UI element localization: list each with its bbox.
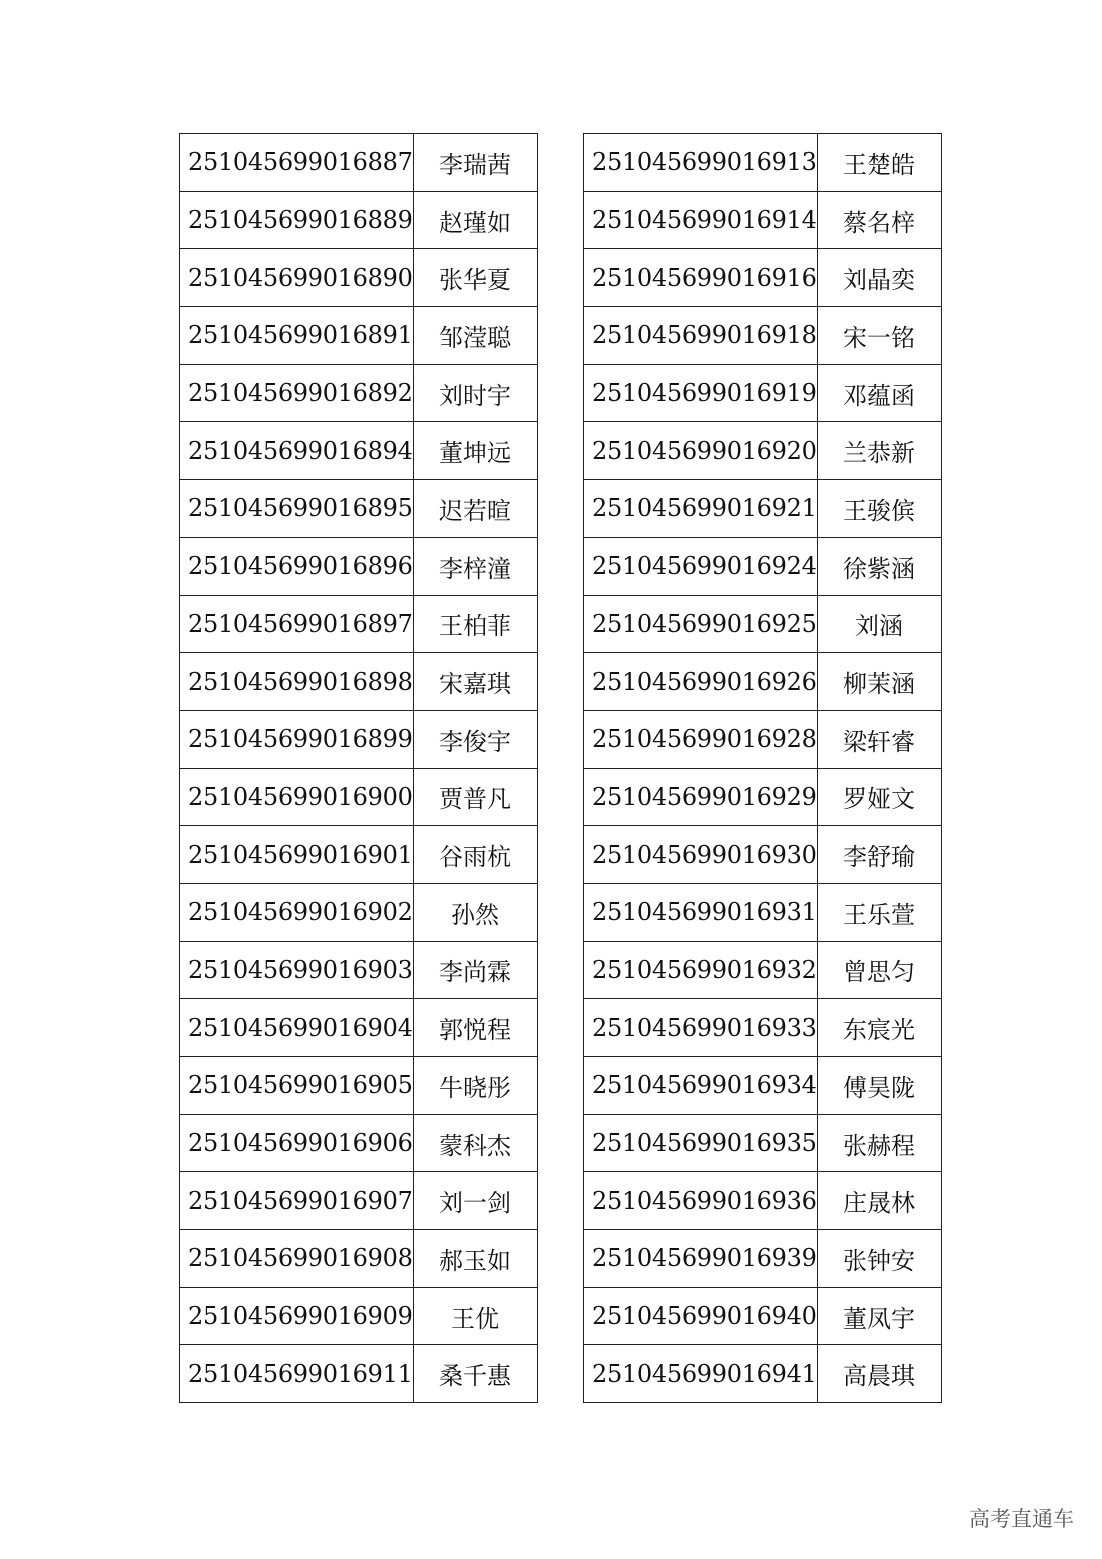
student-id-cell: 251045699016928 [584,710,818,768]
student-name-cell: 王楚皓 [817,134,941,192]
student-name-cell: 牛晓彤 [413,1057,537,1115]
student-id-cell: 251045699016907 [180,1172,414,1230]
student-id-cell: 251045699016887 [180,134,414,192]
student-id-cell: 251045699016935 [584,1114,818,1172]
student-id-cell: 251045699016895 [180,480,414,538]
student-id-cell: 251045699016920 [584,422,818,480]
student-name-cell: 王柏菲 [413,595,537,653]
student-name-cell: 柳茉涵 [817,653,941,711]
table-row [584,710,942,768]
student-id-cell: 251045699016933 [584,999,818,1057]
student-name-cell: 董凤宇 [817,1287,941,1345]
table-row [584,941,942,999]
student-name-cell: 迟若暄 [413,480,537,538]
student-id-cell: 251045699016932 [584,941,818,999]
table-row [584,1057,942,1115]
student-name-cell: 罗娅文 [817,768,941,826]
table-row [584,999,942,1057]
student-name-cell: 李瑞茜 [413,134,537,192]
table-row [584,1172,942,1230]
student-id-cell: 251045699016908 [180,1230,414,1288]
right-roster-table [583,133,942,1403]
table-row [584,191,942,249]
student-name-cell: 宋一铭 [817,307,941,365]
student-name-cell: 东宸光 [817,999,941,1057]
table-row [584,883,942,941]
student-name-cell: 张钟安 [817,1230,941,1288]
table-row [180,307,538,365]
student-id-cell: 251045699016904 [180,999,414,1057]
student-name-cell: 赵瑾如 [413,191,537,249]
student-id-cell: 251045699016902 [180,883,414,941]
student-id-cell: 251045699016891 [180,307,414,365]
student-name-cell: 董坤远 [413,422,537,480]
table-row [180,941,538,999]
student-id-cell: 251045699016934 [584,1057,818,1115]
student-name-cell: 李尚霖 [413,941,537,999]
table-row [584,1114,942,1172]
student-name-cell: 兰恭新 [817,422,941,480]
student-name-cell: 蔡名梓 [817,191,941,249]
table-row [180,1057,538,1115]
student-name-cell: 高晨琪 [817,1345,941,1403]
table-row [584,595,942,653]
table-row [180,999,538,1057]
table-row [584,768,942,826]
table-row [584,537,942,595]
student-id-cell: 251045699016911 [180,1345,414,1403]
watermark-text: 高考直通车 [969,1507,1074,1531]
student-id-cell: 251045699016892 [180,364,414,422]
student-name-cell: 李舒瑜 [817,826,941,884]
student-id-cell: 251045699016905 [180,1057,414,1115]
table-row [584,1230,942,1288]
student-id-cell: 251045699016906 [180,1114,414,1172]
student-id-cell: 251045699016894 [180,422,414,480]
student-name-cell: 刘一剑 [413,1172,537,1230]
student-id-cell: 251045699016903 [180,941,414,999]
table-row [180,653,538,711]
table-row [584,249,942,307]
table-row [180,768,538,826]
student-name-cell: 王优 [413,1287,537,1345]
student-name-cell: 郭悦程 [413,999,537,1057]
student-name-cell: 李俊宇 [413,710,537,768]
student-id-cell: 251045699016925 [584,595,818,653]
student-id-cell: 251045699016896 [180,537,414,595]
table-row [584,134,942,192]
student-id-cell: 251045699016936 [584,1172,818,1230]
student-id-cell: 251045699016889 [180,191,414,249]
student-id-cell: 251045699016939 [584,1230,818,1288]
table-row [180,537,538,595]
student-name-cell: 贾普凡 [413,768,537,826]
table-row [180,134,538,192]
student-name-cell: 谷雨杭 [413,826,537,884]
table-row [180,595,538,653]
student-name-cell: 张华夏 [413,249,537,307]
student-id-cell: 251045699016914 [584,191,818,249]
student-id-cell: 251045699016897 [180,595,414,653]
student-name-cell: 邹滢聪 [413,307,537,365]
student-id-cell: 251045699016941 [584,1345,818,1403]
table-row [180,1345,538,1403]
student-name-cell: 桑千惠 [413,1345,537,1403]
student-id-cell: 251045699016918 [584,307,818,365]
student-name-cell: 傅昊陇 [817,1057,941,1115]
table-row [584,480,942,538]
table-row [584,422,942,480]
student-name-cell: 刘时宇 [413,364,537,422]
student-id-cell: 251045699016940 [584,1287,818,1345]
student-name-cell: 刘晶奕 [817,249,941,307]
student-name-cell: 梁轩睿 [817,710,941,768]
student-id-cell: 251045699016890 [180,249,414,307]
student-id-cell: 251045699016901 [180,826,414,884]
student-id-cell: 251045699016924 [584,537,818,595]
table-row [180,191,538,249]
table-row [180,1172,538,1230]
student-name-cell: 张赫程 [817,1114,941,1172]
student-id-cell: 251045699016929 [584,768,818,826]
right-roster-body [584,134,942,1403]
student-name-cell: 王乐萱 [817,883,941,941]
table-row [584,826,942,884]
table-row [180,422,538,480]
student-id-cell: 251045699016921 [584,480,818,538]
table-row [180,1230,538,1288]
table-row [180,826,538,884]
student-name-cell: 王骏傧 [817,480,941,538]
student-id-cell: 251045699016919 [584,364,818,422]
student-name-cell: 李梓潼 [413,537,537,595]
student-name-cell: 刘涵 [817,595,941,653]
table-row [584,653,942,711]
student-id-cell: 251045699016916 [584,249,818,307]
student-name-cell: 庄晟林 [817,1172,941,1230]
student-id-cell: 251045699016909 [180,1287,414,1345]
student-name-cell: 郝玉如 [413,1230,537,1288]
student-name-cell: 孙然 [413,883,537,941]
student-name-cell: 曾思匀 [817,941,941,999]
table-row [584,1345,942,1403]
table-row [180,710,538,768]
student-name-cell: 蒙科杰 [413,1114,537,1172]
student-name-cell: 徐紫涵 [817,537,941,595]
table-row [584,1287,942,1345]
table-row [180,883,538,941]
student-id-cell: 251045699016900 [180,768,414,826]
student-id-cell: 251045699016926 [584,653,818,711]
student-id-cell: 251045699016913 [584,134,818,192]
table-row [180,364,538,422]
table-row [584,307,942,365]
table-row [180,480,538,538]
table-row [180,249,538,307]
table-row [584,364,942,422]
student-id-cell: 251045699016899 [180,710,414,768]
table-row [180,1114,538,1172]
left-roster-table [179,133,538,1403]
student-name-cell: 宋嘉琪 [413,653,537,711]
student-name-cell: 邓蕴函 [817,364,941,422]
student-id-cell: 251045699016898 [180,653,414,711]
left-roster-body [180,134,538,1403]
table-row [180,1287,538,1345]
student-id-cell: 251045699016930 [584,826,818,884]
student-id-cell: 251045699016931 [584,883,818,941]
